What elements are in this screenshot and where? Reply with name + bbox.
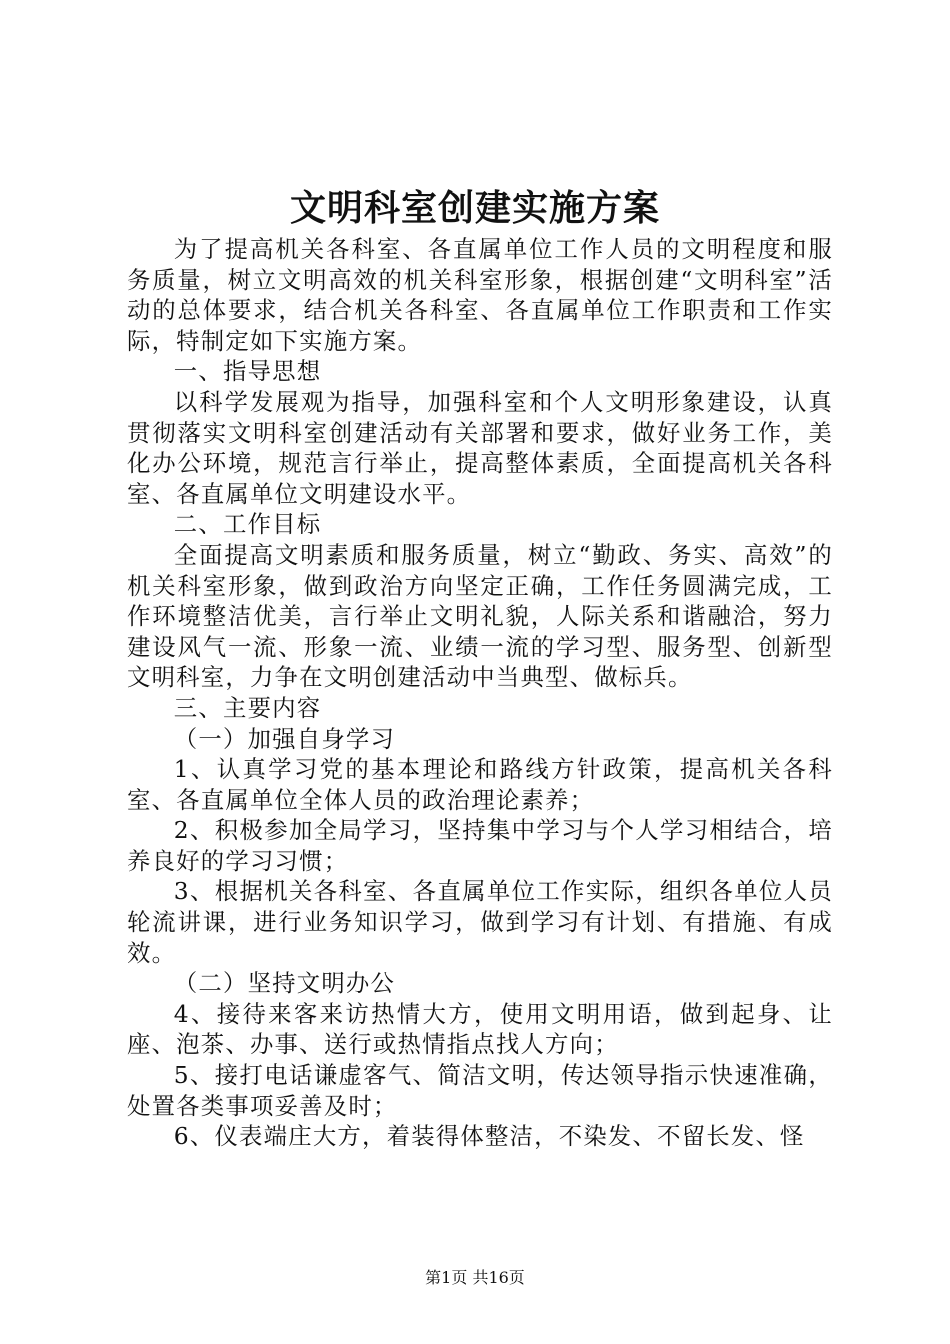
list-item-5: 5、接打电话谦虚客气、简洁文明，传达领导指示快速准确，处置各类事项妥善及时； — [127, 1061, 833, 1120]
document-body — [127, 234, 833, 1152]
section-heading-work-goals: 二、工作目标 — [173, 510, 322, 539]
list-item-1: 1、认真学习党的基本理论和路线方针政策，提高机关各科室、各直属单位全体人员的政治理论素养； — [127, 755, 833, 814]
list-item-4: 4、接待来客来访热情大方，使用文明用语，做到起身、让座、泡茶、办事、送行或热情指点找人方向； — [127, 999, 833, 1059]
list-item-6: 6、仪表端庄大方，着装得体整洁，不染发、不留长发、怪 — [173, 1122, 805, 1151]
document-title: 文明科室创建实施方案 — [289, 187, 660, 229]
subsection-heading-self-study: （一）加强自身学习 — [173, 724, 396, 753]
page-footer: 第1页 共16页 — [425, 1268, 525, 1287]
section-heading-main-content: 三、主要内容 — [173, 693, 322, 722]
subsection-heading-civil-office: （二）坚持文明办公 — [173, 969, 396, 998]
section-heading-guiding-thought: 一、指导思想 — [173, 357, 322, 386]
list-item-3: 3、根据机关各科室、各直属单位工作实际，组织各单位人员轮流讲课，进行业务知识学习，做到学习有计划、有措施、有成效。 — [127, 877, 833, 967]
paragraph-intro: 为了提高机关各科室、各直属单位工作人员的文明程度和服务质量，树立文明高效的机关科室形象，根据创建“文明科室”活动的总体要求，结合机关各科室、各直属单位工作职责和工作实际，特制定如下实施方案。 — [127, 235, 833, 355]
paragraph-work-goals: 全面提高文明素质和服务质量，树立“勤政、务实、高效”的机关科室形象，做到政治方向坚定正确，工作任务圆满完成，工作环境整洁优美，言行举止文明礼貌，人际关系和谐融洽，努力建设风气一流、形象一流、业绩一流的学习型、服务型、创新型文明科室，力争在文明创建活动中当典型、做标兵。 — [127, 540, 833, 692]
paragraph-guiding-thought: 以科学发展观为指导，加强科室和个人文明形象建设，认真贯彻落实文明科室创建活动有关部署和要求，做好业务工作，美化办公环境，规范言行举止，提高整体素质，全面提高机关各科室、各直属单位文明建设水平。 — [127, 387, 833, 508]
list-item-2: 2、积极参加全局学习，坚持集中学习与个人学习相结合，培养良好的学习习惯； — [127, 816, 833, 875]
